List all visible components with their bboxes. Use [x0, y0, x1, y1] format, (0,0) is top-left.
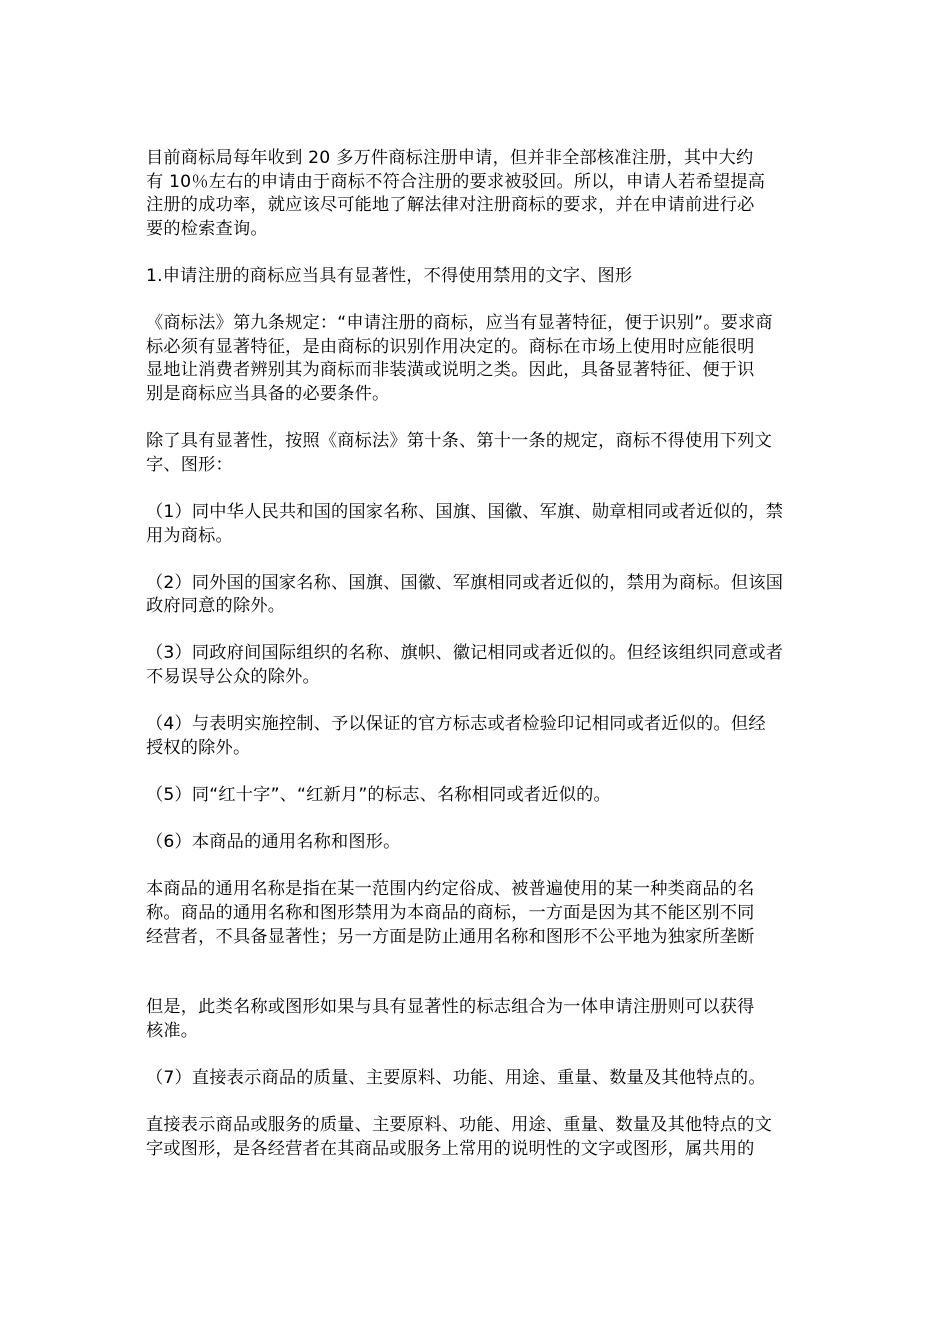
list-item-2: [146, 572, 810, 619]
text-line: 直接表示商品或服务的质量、主要原料、功能、用途、重量、数量及其他特点的文: [146, 1115, 772, 1136]
text-line: （3）同政府间国际组织的名称、旗帜、徽记相同或者近似的。但经该组织同意或者: [146, 643, 784, 664]
text-line: 注册的成功率，就应该尽可能地了解法律对注册商标的要求，并在申请前进行必: [146, 195, 755, 216]
text-line: 别是商标应当具备的必要条件。: [146, 383, 390, 404]
text-line: 授权的除外。: [146, 737, 251, 758]
list-item-5: [146, 784, 810, 808]
text-line: 但是，此类名称或图形如果与具有显著性的标志组合为一体申请注册则可以获得: [146, 997, 755, 1018]
list-item-4: [146, 713, 810, 760]
text-line: 称。商品的通用名称和图形禁用为本商品的商标，一方面是因为其不能区别不同: [146, 903, 755, 923]
text-line: （4）与表明实施控制、予以保证的官方标志或者检验印记相同或者近似的。但经: [146, 714, 766, 735]
combination-paragraph: [146, 996, 810, 1043]
descriptive-mark-paragraph: [146, 1114, 810, 1161]
document-body: [146, 147, 810, 1185]
intro-paragraph: [146, 147, 810, 241]
text-line: 目前商标局每年收到 20 多万件商标注册申请，但并非全部核准注册，其中大约: [146, 148, 754, 168]
text-line: （2）同外国的国家名称、国旗、国徽、军旗相同或者近似的，禁用为商标。但该国: [146, 572, 784, 593]
text-line: 字、图形：: [146, 454, 233, 475]
article-nine-paragraph: [146, 312, 810, 406]
text-line: 要的检索查询。: [146, 218, 268, 239]
list-item-7: [146, 1067, 810, 1091]
section-heading: [146, 265, 810, 289]
generic-name-paragraph: [146, 878, 810, 949]
text-line: 显地让消费者辨别其为商标而非装潢或说明之类。因此，具备显著特征、便于识: [146, 360, 755, 381]
text-line: 政府同意的除外。: [146, 596, 286, 617]
text-line: 本商品的通用名称是指在某一范围内约定俗成、被普遍使用的某一种类商品的名: [146, 879, 755, 900]
text-line: 1.申请注册的商标应当具有显著性，不得使用禁用的文字、图形: [146, 265, 633, 286]
text-line: （1）同中华人民共和国的国家名称、国旗、国徽、军旗、勋章相同或者近似的，禁: [146, 501, 784, 522]
text-line: 字或图形，是各经营者在其商品或服务上常用的说明性的文字或图形，属共用的: [146, 1138, 755, 1159]
text-line: 除了具有显著性，按照《商标法》第十条、第十一条的规定，商标不得使用下列文: [146, 431, 772, 452]
text-line: 《商标法》第九条规定：“申请注册的商标，应当有显著特征，便于识别”。要求商: [146, 313, 773, 334]
list-item-3: [146, 642, 810, 689]
text-line: （7）直接表示商品的质量、主要原料、功能、用途、重量、数量及其他特点的。: [146, 1067, 766, 1088]
text-line: 核准。: [146, 1020, 199, 1041]
text-line: 用为商标。: [146, 525, 233, 546]
text-line: 不易误导公众的除外。: [146, 667, 320, 688]
text-line: 标必须有显著特征，是由商标的识别作用决定的。商标在市场上使用时应能很明: [146, 336, 755, 357]
prohibition-intro-paragraph: [146, 430, 810, 477]
text-line: 有 10％左右的申请由于商标不符合注册的要求被驳回。所以，申请人若希望提高: [146, 171, 766, 192]
text-line: 经营者，不具备显著性；另一方面是防止通用名称和图形不公平地为独家所垄断: [146, 926, 755, 947]
list-item-6: [146, 831, 810, 855]
text-line: （6）本商品的通用名称和图形。: [146, 832, 401, 853]
list-item-1: [146, 501, 810, 548]
text-line: （5）同“红十字”、“红新月”的标志、名称相同或者近似的。: [146, 785, 611, 806]
